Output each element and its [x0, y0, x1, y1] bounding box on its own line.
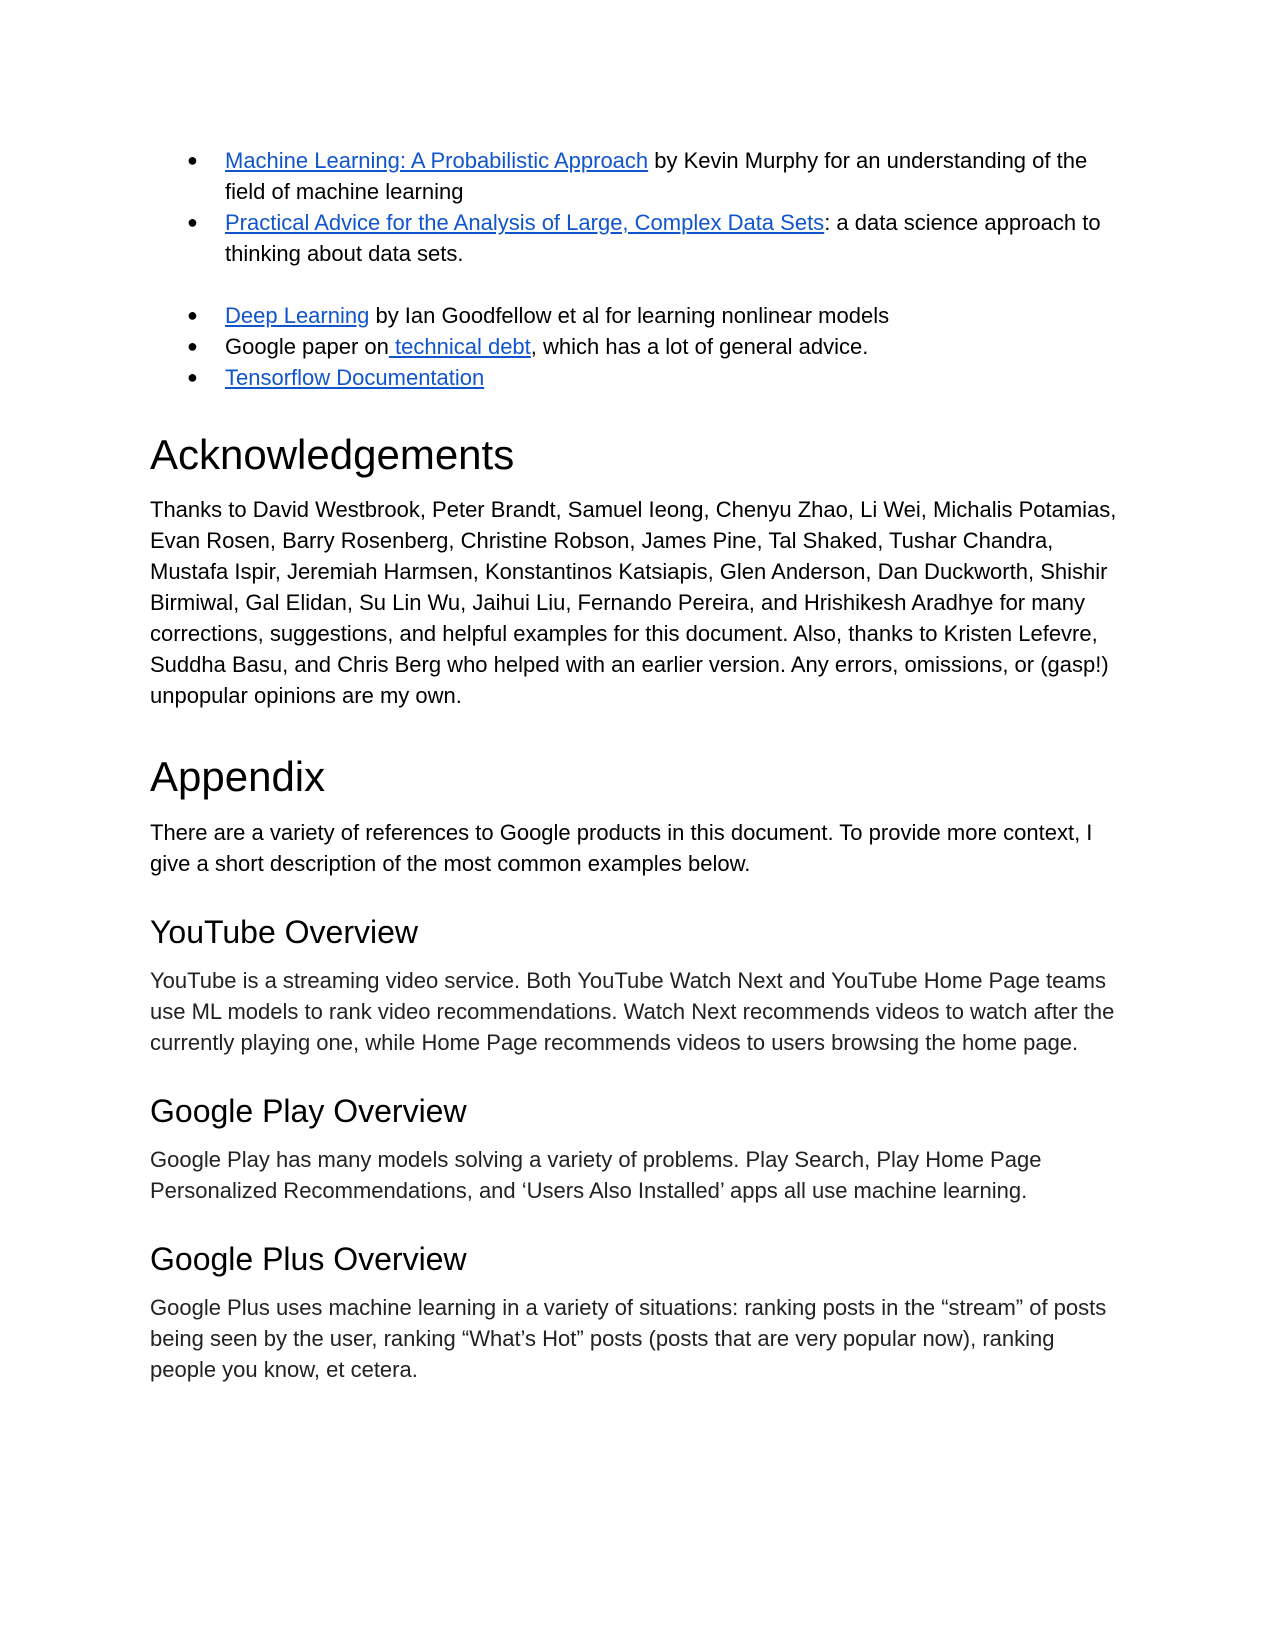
acknowledgements-paragraph: Thanks to David Westbrook, Peter Brandt, Samuel Ieong, Chenyu Zhao, Li Wei, Michalis Potamias, Evan Rosen, Barry Rosenberg, Christine Robson, James Pine, Tal Shaked, Tushar Chandra, Mustafa Ispir, Jeremiah Harmsen, Konstantinos Katsiapis, Glen Anderson, Dan Duckworth, Shishir Birmiwal, Gal Elidan, Su Lin Wu, Jaihui Liu, Fernando Pereira, and Hrishikesh Aradhye for many corrections, suggestions, and helpful examples for this document. Also, thanks to Kristen Lefevre, Suddha Basu, and Chris Berg who helped with an earlier version. Any errors, omissions, or (gasp!) unpopular opinions are my own. [150, 497, 1117, 708]
list-item [150, 362, 1125, 393]
google-play-overview-heading: Google Play Overview [150, 1093, 467, 1129]
google-plus-overview-paragraph: Google Plus uses machine learning in a variety of situations: ranking posts in the “stream” of posts being seen by the user, ranking “What’s Hot” posts (posts that are very popular now), ranking people you know, et cetera. [150, 1295, 1107, 1382]
appendix-paragraph: There are a variety of references to Google products in this document. To provide more context, I give a short description of the most common examples below. [150, 820, 1093, 876]
link-practical-advice[interactable]: Practical Advice for the Analysis of Large, Complex Data Sets [225, 210, 825, 235]
reference-description: by Kevin Murphy for an understanding of the field of machine learning [225, 148, 1088, 204]
link-tensorflow-documentation[interactable]: Tensorflow Documentation [225, 365, 485, 390]
link-deep-learning[interactable]: Deep Learning [225, 303, 370, 328]
document-content [150, 145, 1125, 1385]
reference-description: , which has a lot of general advice. [530, 334, 869, 359]
youtube-overview-paragraph: YouTube is a streaming video service. Both YouTube Watch Next and YouTube Home Page teams use ML models to rank video recommendations. Watch Next recommends videos to watch after the currently playing one, while Home Page recommends videos to users browsing the home page. [150, 968, 1115, 1055]
appendix-heading: Appendix [150, 753, 326, 800]
bullet-icon: ● [187, 212, 198, 232]
list-item [150, 331, 1125, 362]
bullet-icon: ● [187, 336, 198, 356]
reference-pre-text: Google paper on [225, 334, 389, 359]
google-play-overview-paragraph: Google Play has many models solving a variety of problems. Play Search, Play Home Page Personalized Recommendations, and ‘Users Also Installed’ apps all use machine learning. [150, 1147, 1042, 1203]
bullet-icon: ● [187, 305, 198, 325]
reference-description: by Ian Goodfellow et al for learning nonlinear models [369, 303, 890, 328]
bullet-icon: ● [187, 150, 198, 170]
bullet-icon: ● [187, 367, 198, 387]
reference-description: : a data science approach to thinking about data sets. [225, 210, 1101, 266]
reference-list [150, 145, 1125, 393]
list-item [150, 300, 1125, 331]
google-plus-overview-heading: Google Plus Overview [150, 1241, 467, 1277]
link-technical-debt[interactable]: technical debt [388, 334, 531, 359]
list-item [150, 207, 1125, 269]
youtube-overview-heading: YouTube Overview [150, 914, 418, 950]
acknowledgements-heading: Acknowledgements [150, 431, 515, 478]
link-ml-probabilistic-approach[interactable]: Machine Learning: A Probabilistic Approach [225, 148, 649, 173]
list-item [150, 145, 1125, 207]
